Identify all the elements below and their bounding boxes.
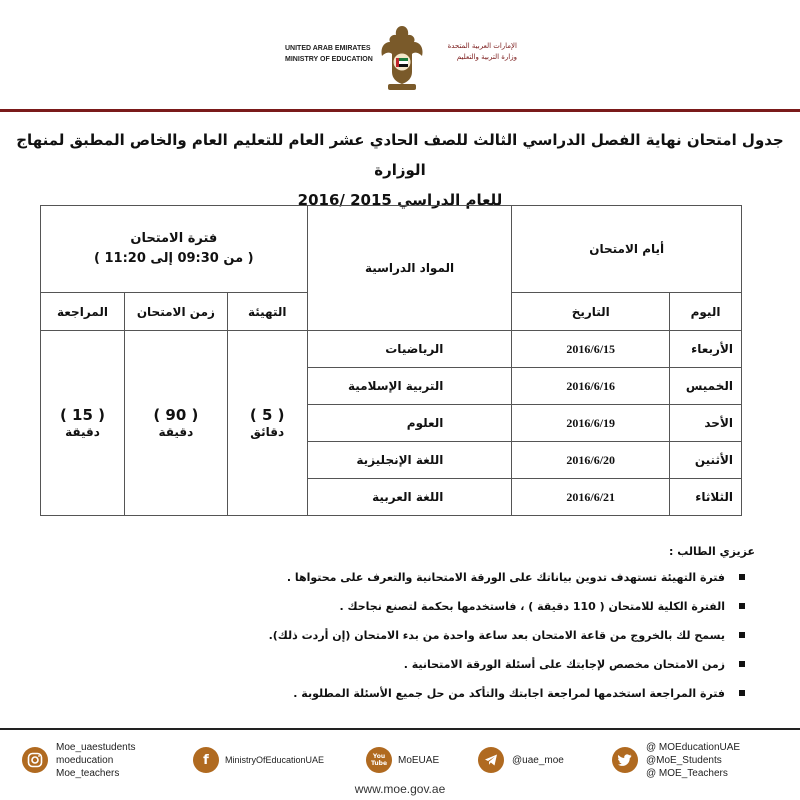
note-text: يسمح لك بالخروج من قاعة الامتحان بعد ساعة واحدة من بدء الامتحان (إن أردت ذلك). xyxy=(268,629,725,642)
exam-days-header: أيام الامتحان xyxy=(512,206,742,293)
twitter-accounts[interactable] xyxy=(612,738,740,782)
table-row xyxy=(41,331,742,368)
review-duration-unit: دقيقة xyxy=(65,425,100,439)
note-text: زمن الامتحان مخصص لإجابتك على أسئلة الورقة الامتحانية . xyxy=(403,658,725,671)
exam-schedule-table xyxy=(40,205,742,516)
youtube-handle[interactable]: MoEUAE xyxy=(398,754,440,766)
instagram-handles xyxy=(56,741,136,780)
instagram-icon xyxy=(22,747,48,773)
telegram-account[interactable] xyxy=(478,738,564,782)
title-line-1: جدول امتحان نهاية الفصل الدراسي الثالث للصف الحادي عشر العام للتعليم العام والخاص المطبق لمنهاج الوزارة xyxy=(16,131,784,179)
notes-list xyxy=(200,570,755,701)
row-date: 2016/6/21 xyxy=(512,479,670,516)
instagram-handle-students[interactable]: Moe_uaestudents xyxy=(56,741,136,753)
facebook-handle[interactable]: MinistryOfEducationUAE xyxy=(225,754,325,765)
uae-falcon-emblem-icon xyxy=(378,22,426,94)
review-column-header: المراجعة xyxy=(41,293,125,331)
day-column-header: اليوم xyxy=(670,293,742,331)
prep-duration-unit: دقائق xyxy=(250,425,285,439)
list-item xyxy=(200,599,755,614)
table-header-row xyxy=(41,206,742,293)
prep-column-header: التهيئة xyxy=(227,293,307,331)
date-column-header: التاريخ xyxy=(512,293,670,331)
row-subject: اللغة العربية xyxy=(307,479,512,516)
youtube-icon: You Tube xyxy=(366,747,392,773)
row-day: الأربعاء xyxy=(670,331,742,368)
row-day: الثلاثاء xyxy=(670,479,742,516)
student-notes xyxy=(200,545,755,715)
twitter-handle-teachers[interactable]: @ MOE_Teachers xyxy=(646,767,728,779)
bullet-icon xyxy=(739,632,745,638)
country-arabic: الإمارات العربية المتحدة xyxy=(447,42,517,50)
exam-duration-unit: دقيقة xyxy=(158,425,194,439)
row-date: 2016/6/20 xyxy=(512,442,670,479)
list-item xyxy=(200,657,755,672)
row-subject: التربية الإسلامية xyxy=(307,368,512,405)
list-item xyxy=(200,570,755,585)
exam-duration-cell xyxy=(124,331,227,516)
facebook-account[interactable] xyxy=(193,738,324,782)
review-duration-value: ( 15 ) xyxy=(59,406,105,424)
note-text: فترة التهيئة تستهدف تدوين بياناتك على الورقة الامتحانية والتعرف على محتواها . xyxy=(286,571,725,584)
row-date: 2016/6/19 xyxy=(512,405,670,442)
review-duration-cell xyxy=(41,331,125,516)
row-day: الأحد xyxy=(670,405,742,442)
exam-time-column-header: زمن الامتحان xyxy=(124,293,227,331)
exam-period-time: ( من 09:30 إلى 11:20 ) xyxy=(94,251,254,266)
ministry-english-name xyxy=(285,43,380,65)
list-item xyxy=(200,686,755,701)
bullet-icon xyxy=(739,690,745,696)
row-subject: اللغة الإنجليزية xyxy=(307,442,512,479)
ministry-english: MINISTRY OF EDUCATION xyxy=(285,56,373,63)
footer-divider xyxy=(0,728,800,730)
twitter-icon xyxy=(612,747,638,773)
exam-period-header xyxy=(41,206,308,293)
website-link[interactable]: www.moe.gov.ae xyxy=(354,782,446,796)
row-subject: الرياضيات xyxy=(307,331,512,368)
bullet-icon xyxy=(739,574,745,580)
youtube-account[interactable] xyxy=(366,738,439,782)
row-date: 2016/6/16 xyxy=(512,368,670,405)
note-text: فترة المراجعة استخدمها لمراجعة اجابتك والتأكد من حل جميع الأسئلة المطلوبة . xyxy=(293,687,725,700)
bullet-icon xyxy=(739,661,745,667)
exam-duration-value: ( 90 ) xyxy=(153,406,199,424)
title-line-2: للعام الدراسي 2015 /2016 xyxy=(297,191,503,209)
prep-duration-value: ( 5 ) xyxy=(249,406,285,424)
row-date: 2016/6/15 xyxy=(512,331,670,368)
row-day: الأثنين xyxy=(670,442,742,479)
country-english: UNITED ARAB EMIRATES xyxy=(285,45,371,52)
exam-period-title: فترة الامتحان xyxy=(130,231,218,246)
twitter-handle-main[interactable]: @ MOEducationUAE xyxy=(646,741,741,753)
twitter-handle-students[interactable]: @MoE_Students xyxy=(646,754,722,766)
instagram-handle-main[interactable]: moeducation xyxy=(56,754,114,766)
instagram-handle-teachers[interactable]: Moe_teachers xyxy=(56,767,120,779)
prep-duration-cell xyxy=(227,331,307,516)
twitter-handles xyxy=(646,741,740,780)
telegram-icon xyxy=(478,747,504,773)
list-item xyxy=(200,628,755,643)
note-text: الفترة الكلية للامتحان ( 110 دقيقة ) ، فاستخدمها بحكمة لتصنع نجاحك . xyxy=(339,600,725,613)
subjects-header: المواد الدراسية xyxy=(307,206,512,331)
ministry-arabic-name xyxy=(427,41,517,63)
row-day: الخميس xyxy=(670,368,742,405)
facebook-icon: f xyxy=(193,747,219,773)
notes-title: عزيزي الطالب : xyxy=(669,545,755,558)
ministry-arabic: وزارة التربية والتعليم xyxy=(456,53,517,61)
bullet-icon xyxy=(739,603,745,609)
instagram-accounts[interactable] xyxy=(22,738,136,782)
telegram-handle[interactable]: @uae_moe xyxy=(512,754,564,766)
document-title xyxy=(0,125,800,215)
row-subject: العلوم xyxy=(307,405,512,442)
